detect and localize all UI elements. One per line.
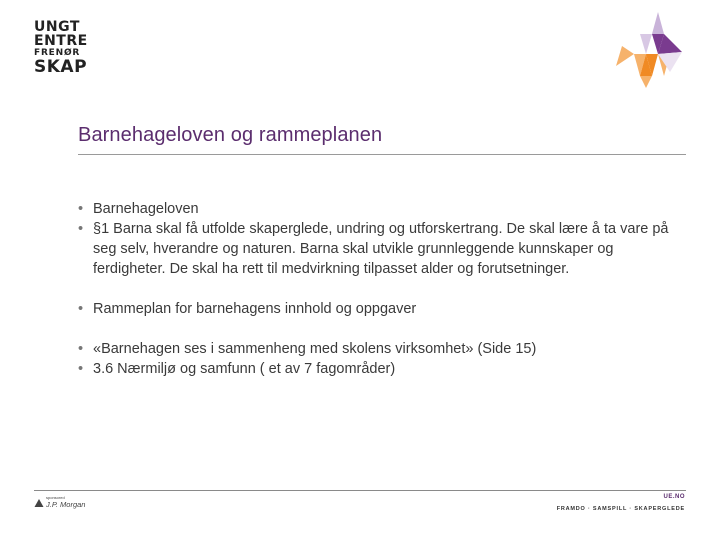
bullet-text: §1 Barna skal få utfolde skaperglede, undring og utforskertrang. De skal lære å ta vare på seg selv, hverandre og naturen. Barna skal utvikle grunnleggende kunnskaper og ferdigheter. De skal ha rett til medvirkning tilpasset alder og forutsetninger. xyxy=(93,221,669,277)
bullet-marker: • xyxy=(78,201,84,217)
logo-line-1: UNGT xyxy=(34,19,80,35)
bullet-marker: • xyxy=(78,341,84,357)
logo-line-4: SKAP xyxy=(34,57,88,77)
bullet-item xyxy=(78,339,678,359)
bullet-item xyxy=(78,359,678,379)
bullet-marker: • xyxy=(78,221,84,237)
brand-logo xyxy=(34,20,94,76)
title-divider xyxy=(78,154,686,155)
footer-tagline: FRAMDO · SAMSPILL · SKAPERGLEDE xyxy=(556,506,685,512)
bullet-text: 3.6 Nærmiljø og samfunn ( et av 7 fagområder) xyxy=(93,361,396,377)
bullet-text: Barnehageloven xyxy=(93,201,199,217)
bullet-text: «Barnehagen ses i sammenheng med skolens virksomhet» (Side 15) xyxy=(93,341,537,357)
bullet-item xyxy=(78,299,678,319)
mountain-icon xyxy=(34,498,44,508)
triangle-mosaic-icon xyxy=(600,10,690,90)
slide-title: Barnehageloven og rammeplanen xyxy=(78,124,383,146)
bullet-list xyxy=(78,199,678,379)
sponsor-logo xyxy=(34,495,94,511)
footer-divider xyxy=(34,490,686,491)
bullet-marker: • xyxy=(78,361,84,377)
bullet-item xyxy=(78,199,678,219)
logo-line-2: ENTRE xyxy=(34,33,88,49)
footer-url[interactable]: UE.NO xyxy=(663,494,685,500)
bullet-item xyxy=(78,219,678,279)
bullet-text: Rammeplan for barnehagens innhold og oppgaver xyxy=(93,301,417,317)
logo-line-3: FRENØR xyxy=(34,48,81,58)
sponsor-caption: sponsored xyxy=(46,495,65,500)
bullet-marker: • xyxy=(78,301,84,317)
sponsor-name: J.P. Morgan xyxy=(46,500,86,509)
